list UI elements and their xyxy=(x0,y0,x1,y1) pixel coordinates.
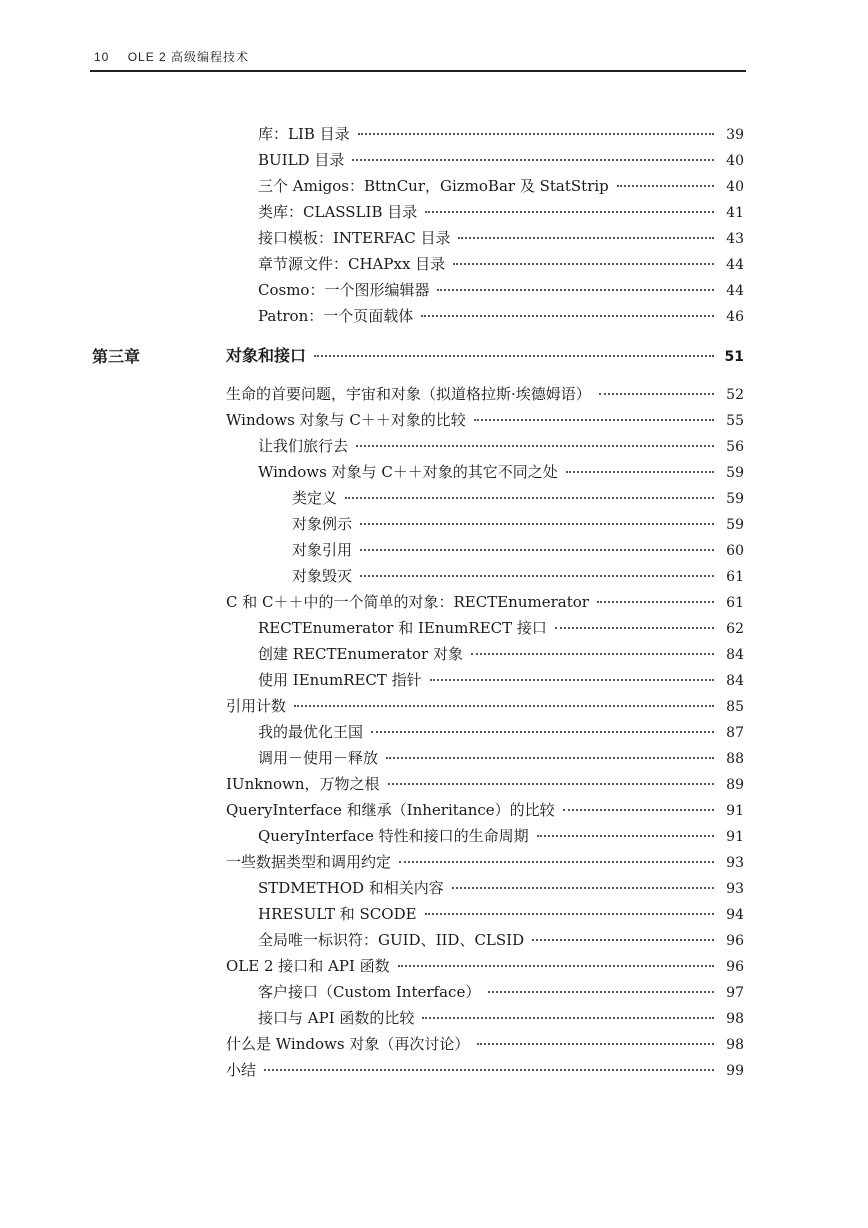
toc-entry[interactable] xyxy=(258,1006,744,1030)
toc-entry-page: 97 xyxy=(726,985,744,1001)
toc-entry-title: Cosmo：一个图形编辑器 xyxy=(258,281,430,299)
toc-entry-page: 93 xyxy=(726,881,744,897)
toc-entry-title: 接口与 API 函数的比较 xyxy=(258,1009,415,1027)
toc-entry[interactable] xyxy=(226,382,744,406)
toc-entry-title: 一些数据类型和调用约定 xyxy=(226,853,392,871)
dot-leader xyxy=(360,548,714,551)
toc-entry-title: OLE 2 接口和 API 函数 xyxy=(226,957,390,975)
toc-entry-page: 88 xyxy=(726,751,744,767)
toc-entry-page: 60 xyxy=(726,543,744,559)
toc-entry-title: 全局唯一标识符：GUID、IID、CLSID xyxy=(258,931,525,949)
toc-entry[interactable] xyxy=(226,850,744,874)
toc-entry-page: 93 xyxy=(726,855,744,871)
toc-entry-page: 99 xyxy=(726,1063,744,1079)
toc-entry-page: 61 xyxy=(726,595,744,611)
dot-leader xyxy=(555,626,714,629)
toc-entry[interactable] xyxy=(226,590,744,614)
dot-leader xyxy=(356,444,714,447)
dot-leader xyxy=(488,990,714,993)
toc-entry-page: 44 xyxy=(726,257,744,273)
toc-entry[interactable] xyxy=(258,902,744,926)
toc-entry-title: 类定义 xyxy=(292,489,338,507)
toc-entry[interactable] xyxy=(258,824,744,848)
running-header xyxy=(94,48,744,65)
toc-entry-title: 章节源文件：CHAPxx 目录 xyxy=(258,255,446,273)
toc-entry[interactable] xyxy=(226,772,744,796)
toc-entry-title: Windows 对象与 C＋＋对象的比较 xyxy=(226,411,466,429)
toc-entry-title: 客户接口（Custom Interface） xyxy=(258,983,481,1001)
toc-entry[interactable] xyxy=(226,1058,744,1082)
dot-leader xyxy=(422,1016,714,1019)
toc-entry[interactable] xyxy=(258,616,744,640)
toc-entry-title: QueryInterface 和继承（Inheritance）的比较 xyxy=(226,801,555,819)
toc-entry[interactable] xyxy=(258,642,744,666)
dot-leader xyxy=(458,236,714,239)
toc-entry-title: 我的最优化王国 xyxy=(258,723,364,741)
toc-entry[interactable] xyxy=(258,928,744,952)
toc-entry[interactable] xyxy=(258,876,744,900)
dot-leader xyxy=(599,392,714,395)
toc-entry-title: 调用－使用－释放 xyxy=(258,749,379,767)
dot-leader xyxy=(430,678,714,681)
toc-entry[interactable] xyxy=(226,798,744,822)
dot-leader xyxy=(264,1068,714,1071)
dot-leader xyxy=(421,314,714,317)
toc-entry[interactable] xyxy=(258,746,744,770)
toc-entry-page: 51 xyxy=(724,349,744,365)
toc-entry-title: 对象毁灭 xyxy=(292,567,353,585)
header-rule xyxy=(90,70,746,72)
toc-entry-title: 创建 RECTEnumerator 对象 xyxy=(258,645,463,663)
toc-entry-title: 对象引用 xyxy=(292,541,353,559)
toc-entry-title: IUnknown，万物之根 xyxy=(226,775,380,793)
toc-entry-title: RECTEnumerator 和 IEnumRECT 接口 xyxy=(258,619,547,637)
toc-entry-title: 类库：CLASSLIB 目录 xyxy=(258,203,418,221)
toc-entry[interactable] xyxy=(258,434,744,458)
toc-entry[interactable] xyxy=(258,980,744,1004)
toc-entry-page: 55 xyxy=(726,413,744,429)
toc-entry-page: 96 xyxy=(726,959,744,975)
book-title: OLE 2 高级编程技术 xyxy=(127,50,250,64)
toc-entry-title: 引用计数 xyxy=(226,697,287,715)
dot-leader xyxy=(425,912,714,915)
toc-entry-title: 使用 IEnumRECT 指针 xyxy=(258,671,422,689)
toc-entry-page: 56 xyxy=(726,439,744,455)
toc-entry[interactable] xyxy=(258,278,744,302)
toc-entry-title: QueryInterface 特性和接口的生命周期 xyxy=(258,827,529,845)
toc-chapter-entry[interactable] xyxy=(226,344,744,368)
toc-entry-page: 91 xyxy=(726,803,744,819)
toc-entry-page: 84 xyxy=(726,673,744,689)
toc-entry[interactable] xyxy=(292,486,744,510)
toc-entry-page: 40 xyxy=(726,179,744,195)
dot-leader xyxy=(345,496,714,499)
dot-leader xyxy=(294,704,714,707)
toc-entry[interactable] xyxy=(258,174,744,198)
toc-entry-title: 小结 xyxy=(226,1061,257,1079)
dot-leader xyxy=(477,1042,714,1045)
toc-entry-page: 61 xyxy=(726,569,744,585)
chapter-label: 第三章 xyxy=(92,347,141,366)
toc-entry-title: 对象例示 xyxy=(292,515,353,533)
toc-entry-page: 43 xyxy=(726,231,744,247)
toc-entry-title: Patron：一个页面载体 xyxy=(258,307,414,325)
toc-entry[interactable] xyxy=(258,252,744,276)
toc-entry[interactable] xyxy=(226,694,744,718)
toc-entry-page: 62 xyxy=(726,621,744,637)
toc-entry-page: 39 xyxy=(726,127,744,143)
toc-entry[interactable] xyxy=(258,668,744,692)
dot-leader xyxy=(563,808,714,811)
dot-leader xyxy=(537,834,714,837)
dot-leader xyxy=(425,210,714,213)
dot-leader xyxy=(399,860,714,863)
dot-leader xyxy=(388,782,714,785)
dot-leader xyxy=(566,470,714,473)
dot-leader xyxy=(398,964,714,967)
toc-entry-page: 98 xyxy=(726,1011,744,1027)
toc-entry[interactable] xyxy=(292,512,744,536)
toc-entry-page: 46 xyxy=(726,309,744,325)
toc-entry-title: 三个 Amigos：BttnCur，GizmoBar 及 StatStrip xyxy=(258,177,609,195)
toc-entry[interactable] xyxy=(226,408,744,432)
page-number: 10 xyxy=(94,50,110,64)
toc-entry[interactable] xyxy=(226,954,744,978)
toc-entry-title: Windows 对象与 C＋＋对象的其它不同之处 xyxy=(258,463,558,481)
dot-leader xyxy=(386,756,714,759)
dot-leader xyxy=(617,184,714,187)
dot-leader xyxy=(532,938,714,941)
dot-leader xyxy=(597,600,714,603)
toc-entry[interactable] xyxy=(258,200,744,224)
toc-entry-title: 接口模板：INTERFAC 目录 xyxy=(258,229,451,247)
toc-entry-page: 87 xyxy=(726,725,744,741)
toc-entry-page: 98 xyxy=(726,1037,744,1053)
toc-entry-page: 40 xyxy=(726,153,744,169)
toc-entry-page: 59 xyxy=(726,517,744,533)
toc-entry-page: 91 xyxy=(726,829,744,845)
toc-entry[interactable] xyxy=(258,720,744,744)
toc-entry-title: 什么是 Windows 对象（再次讨论） xyxy=(226,1035,470,1053)
toc-entry-title: HRESULT 和 SCODE xyxy=(258,905,417,923)
toc-entry[interactable] xyxy=(258,122,744,146)
dot-leader xyxy=(471,652,714,655)
toc-entry-title: 生命的首要问题，宇宙和对象（拟道格拉斯·埃德姆语） xyxy=(226,385,591,403)
dot-leader xyxy=(360,574,714,577)
toc-entry-page: 96 xyxy=(726,933,744,949)
dot-leader xyxy=(358,132,714,135)
toc-entry-page: 84 xyxy=(726,647,744,663)
dot-leader xyxy=(352,158,714,161)
toc-entry-title: STDMETHOD 和相关内容 xyxy=(258,879,444,897)
toc-entry[interactable] xyxy=(258,460,744,484)
toc-entry-page: 85 xyxy=(726,699,744,715)
dot-leader xyxy=(314,354,714,357)
toc-entry-page: 59 xyxy=(726,491,744,507)
dot-leader xyxy=(360,522,714,525)
dot-leader xyxy=(371,730,714,733)
toc-entry[interactable] xyxy=(258,226,744,250)
toc-entry-page: 44 xyxy=(726,283,744,299)
toc-entry-page: 59 xyxy=(726,465,744,481)
dot-leader xyxy=(452,886,714,889)
toc-entry-title: 库：LIB 目录 xyxy=(258,125,350,143)
toc-entry-title: BUILD 目录 xyxy=(258,151,345,169)
dot-leader xyxy=(437,288,714,291)
toc-entry-page: 52 xyxy=(726,387,744,403)
toc-entry[interactable] xyxy=(292,564,744,588)
toc-entry[interactable] xyxy=(292,538,744,562)
toc-entry-title: 对象和接口 xyxy=(226,346,307,365)
toc-entry[interactable] xyxy=(226,1032,744,1056)
toc-entry-title: 让我们旅行去 xyxy=(258,437,349,455)
toc-entry-title: C 和 C＋＋中的一个简单的对象：RECTEnumerator xyxy=(226,593,589,611)
toc-entry-page: 41 xyxy=(726,205,744,221)
toc-entry-page: 94 xyxy=(726,907,744,923)
toc-entry[interactable] xyxy=(258,304,744,328)
dot-leader xyxy=(474,418,714,421)
dot-leader xyxy=(453,262,714,265)
toc-entry-page: 89 xyxy=(726,777,744,793)
toc-entry[interactable] xyxy=(258,148,744,172)
